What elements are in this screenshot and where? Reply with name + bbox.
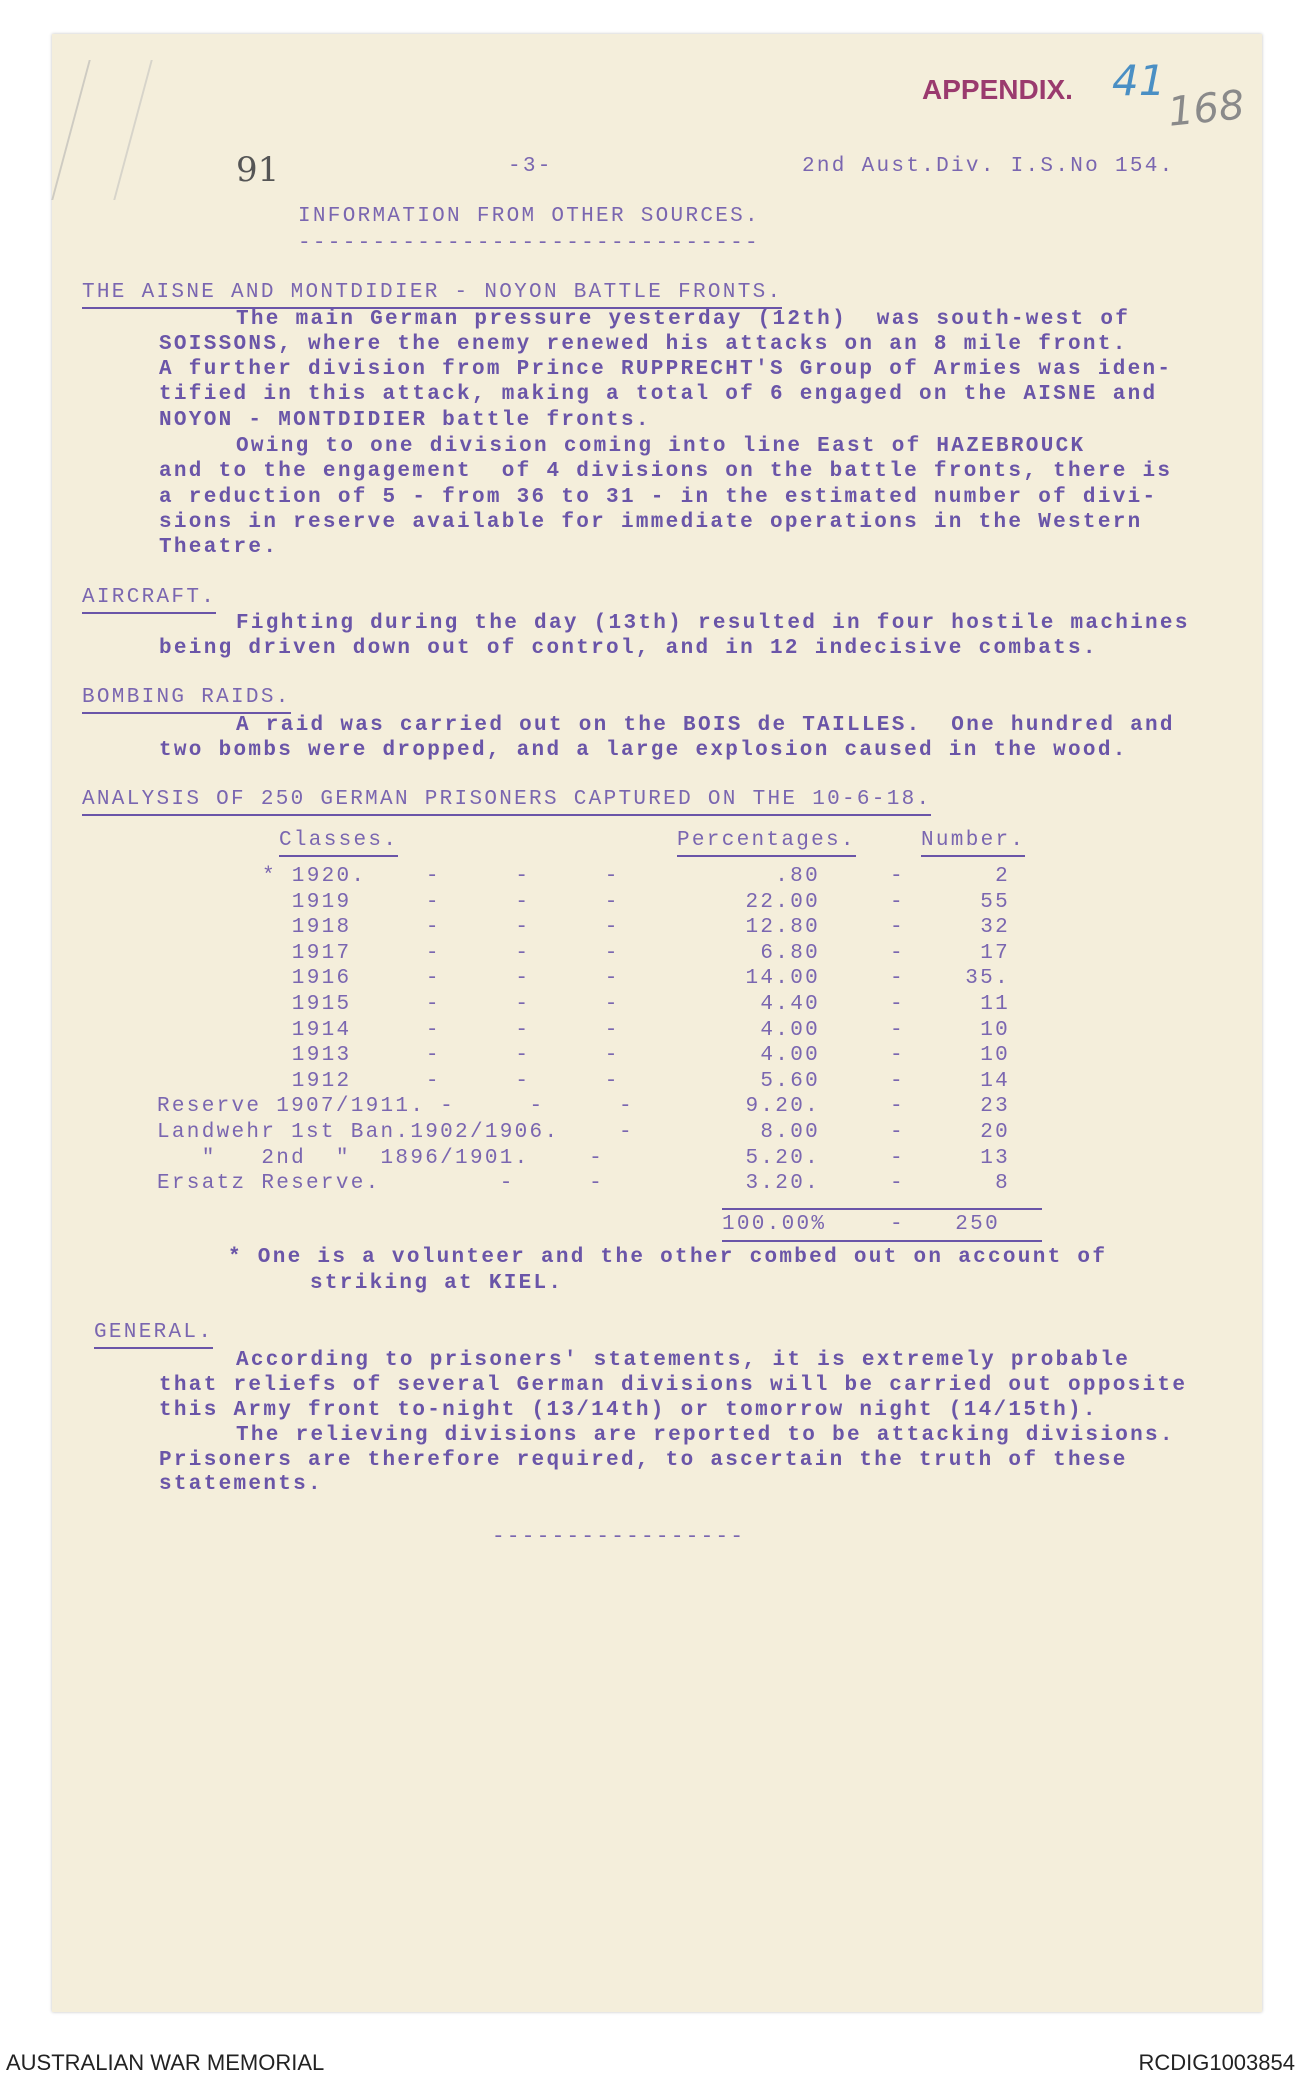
table-row-percentage: 8.00 xyxy=(760,1121,820,1144)
table-row-class: Reserve 1907/1911. - - - xyxy=(157,1095,634,1119)
table-row-number: 14 xyxy=(980,1069,1010,1093)
body-line: Owing to one division coming into line East of HAZEBROUCK xyxy=(236,435,1086,458)
table-row-number: 17 xyxy=(980,941,1010,965)
body-line: a reduction of 5 - from 36 to 31 - in the estimated number of divi- xyxy=(159,486,1158,509)
table-row-class: 1914 - - - xyxy=(262,1018,620,1042)
footnote-line: striking at KIEL. xyxy=(310,1272,564,1295)
table-row-number: 32 xyxy=(980,916,1010,940)
body-line: that reliefs of several German divisions will be carried out opposite xyxy=(159,1374,1188,1397)
table-row-class: Ersatz Reserve. - - xyxy=(157,1172,605,1196)
row-separator: - xyxy=(890,1146,905,1170)
body-line: Fighting during the day (13th) resulted in four hostile machines xyxy=(236,612,1190,635)
body-line: statements. xyxy=(159,1473,323,1496)
table-row-number: 55 xyxy=(980,890,1010,914)
appendix-stamp: APPENDIX. xyxy=(922,74,1073,105)
title-rule: ------------------------------- xyxy=(298,232,760,255)
table-row-class: Landwehr 1st Ban.1902/1906. - xyxy=(157,1121,634,1144)
table-row-number: 10 xyxy=(980,1044,1010,1068)
table-row-class: 1919 - - - xyxy=(262,890,620,914)
page-mark: 91 xyxy=(236,150,280,190)
row-separator: - xyxy=(890,916,905,940)
table-row-percentage: 12.80 xyxy=(745,916,820,940)
row-separator: - xyxy=(890,993,905,1016)
body-line: SOISSONS, where the enemy renewed his attacks on an 8 mile front. xyxy=(159,333,1128,356)
body-line: A further division from Prince RUPPRECHT'S Group of Armies was iden- xyxy=(159,358,1173,381)
body-line: being driven down out of control, and in 12 indecisive combats. xyxy=(159,637,1098,660)
document-title: INFORMATION FROM OTHER SOURCES. xyxy=(298,205,760,228)
table-row-class: 1918 - - - xyxy=(262,916,620,940)
table-row-class: 1912 - - - xyxy=(262,1069,620,1093)
row-separator: - xyxy=(890,890,905,914)
body-line: The relieving divisions are reported to be attacking divisions. xyxy=(236,1424,1175,1447)
folio-number: 168 xyxy=(1165,82,1247,136)
table-row-number: 11 xyxy=(980,993,1010,1016)
footer-catalogue-id: RCDIG1003854 xyxy=(1138,2050,1295,2075)
table-row-class: " 2nd " 1896/1901. - xyxy=(157,1146,605,1170)
table-row-percentage: 5.60 xyxy=(760,1069,820,1093)
table-row-percentage: 4.00 xyxy=(760,1044,820,1068)
body-line: and to the engagement of 4 divisions on the battle fronts, there is xyxy=(159,460,1173,483)
section-heading: GENERAL. xyxy=(94,1320,213,1349)
row-separator: - xyxy=(890,1095,905,1119)
row-separator: - xyxy=(890,967,905,991)
body-line: Theatre. xyxy=(159,536,279,559)
table-row-percentage: 6.80 xyxy=(760,941,820,965)
column-header-number: Number. xyxy=(921,828,1025,857)
table-row-percentage: 4.40 xyxy=(760,993,820,1016)
table-row-percentage: .80 xyxy=(775,865,820,888)
total-separator: - xyxy=(890,1213,905,1236)
closing-rule: ----------------- xyxy=(492,1526,746,1549)
row-separator: - xyxy=(890,941,905,965)
body-line: tified in this attack, making a total of 6 engaged on the AISNE and xyxy=(159,383,1158,406)
table-row-class: 1913 - - - xyxy=(262,1044,620,1068)
section-heading: AIRCRAFT. xyxy=(82,585,216,614)
table-row-number: 20 xyxy=(980,1121,1010,1144)
table-row-percentage: 9.20. xyxy=(745,1095,820,1119)
table-row-class: * 1920. - - - xyxy=(262,865,620,888)
page-number: -3- xyxy=(508,155,553,178)
row-separator: - xyxy=(890,1044,905,1068)
document-reference: 2nd Aust.Div. I.S.No 154. xyxy=(802,155,1175,178)
table-row-number: 2 xyxy=(995,865,1010,888)
body-line: According to prisoners' statements, it is extremely probable xyxy=(236,1349,1131,1372)
table-row-percentage: 22.00 xyxy=(745,890,820,914)
table-row-number: 10 xyxy=(980,1018,1010,1042)
row-separator: - xyxy=(890,1121,905,1144)
footer-institution: AUSTRALIAN WAR MEMORIAL xyxy=(6,2050,325,2075)
column-header-classes: Classes. xyxy=(279,828,398,857)
section-heading: THE AISNE AND MONTDIDIER - NOYON BATTLE FRONTS. xyxy=(82,280,782,309)
total-rule xyxy=(722,1208,1042,1210)
total-percentage: 100.00% xyxy=(722,1213,827,1236)
section-heading: ANALYSIS OF 250 GERMAN PRISONERS CAPTURED ON THE 10-6-18. xyxy=(82,787,931,816)
column-header-percentages: Percentages. xyxy=(677,828,856,857)
table-row-percentage: 4.00 xyxy=(760,1018,820,1042)
body-line: sions in reserve available for immediate operations in the Western xyxy=(159,511,1143,534)
section-heading: BOMBING RAIDS. xyxy=(82,685,291,714)
table-row-class: 1917 - - - xyxy=(262,941,620,965)
body-line: NOYON - MONTDIDIER battle fronts. xyxy=(159,409,651,432)
table-row-class: 1915 - - - xyxy=(262,993,620,1016)
appendix-number: 41 xyxy=(1112,56,1166,105)
total-number: 250 xyxy=(955,1213,1000,1236)
footnote-line: * One is a volunteer and the other combed out on account of xyxy=(228,1246,1108,1269)
body-line: A raid was carried out on the BOIS de TAILLES. One hundred and xyxy=(236,714,1175,737)
body-line: Prisoners are therefore required, to ascertain the truth of these xyxy=(159,1449,1128,1472)
table-row-class: 1916 - - - xyxy=(262,967,620,991)
table-row-number: 13 xyxy=(980,1146,1010,1170)
table-row-number: 8 xyxy=(995,1172,1010,1196)
table-row-number: 23 xyxy=(980,1095,1010,1119)
table-row-percentage: 5.20. xyxy=(745,1146,820,1170)
row-separator: - xyxy=(890,865,905,888)
row-separator: - xyxy=(890,1018,905,1042)
table-row-percentage: 3.20. xyxy=(745,1172,820,1196)
row-separator: - xyxy=(890,1069,905,1093)
row-separator: - xyxy=(890,1172,905,1196)
total-rule-bottom xyxy=(722,1240,1042,1242)
body-line: this Army front to-night (13/14th) or tomorrow night (14/15th). xyxy=(159,1399,1098,1422)
body-line: The main German pressure yesterday (12th) was south-west of xyxy=(236,308,1131,331)
body-line: two bombs were dropped, and a large explosion caused in the wood. xyxy=(159,739,1128,762)
table-row-number: 35. xyxy=(965,967,1010,991)
table-row-percentage: 14.00 xyxy=(745,967,820,991)
